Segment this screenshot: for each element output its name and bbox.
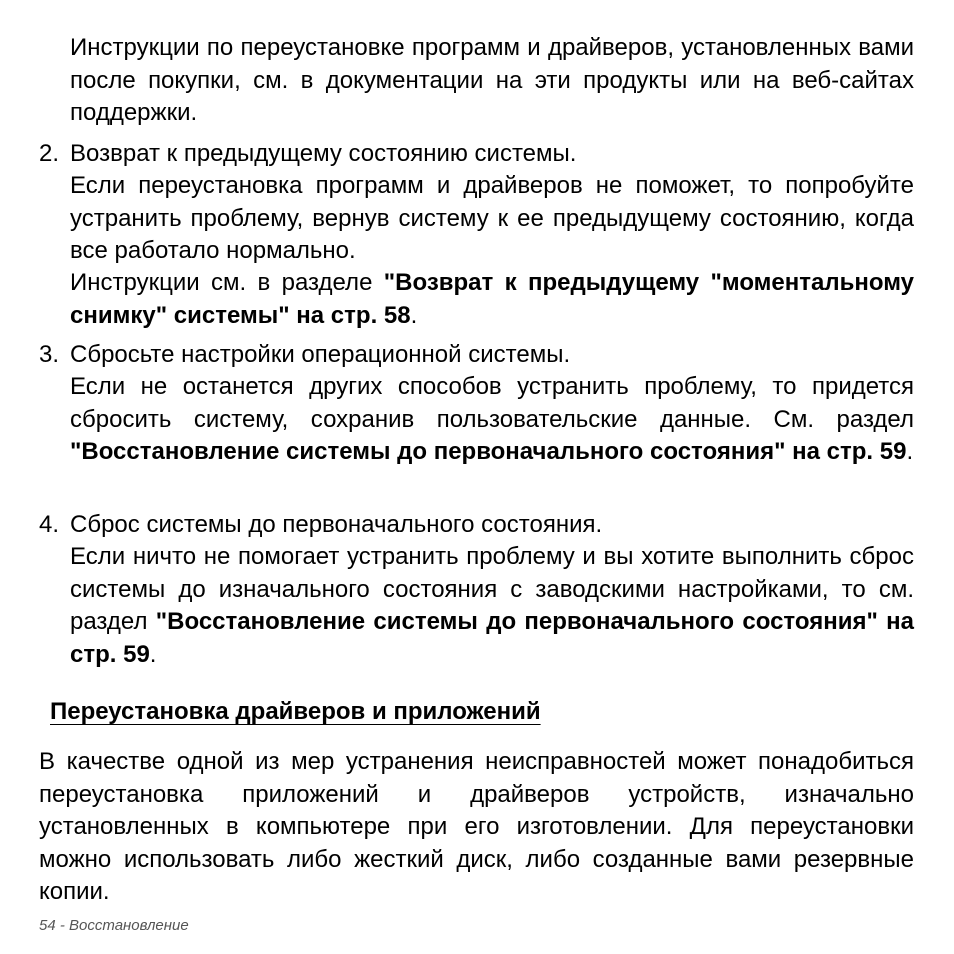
- list-item-number: 2.: [39, 140, 60, 167]
- list-item-title: Сброс системы до первоначального состояния.: [70, 511, 603, 538]
- list-item-reference: [70, 267, 914, 332]
- section-paragraph: В качестве одной из мер устранения неисправностей может понадобиться переустановка приложений и драйверов устройств, изначально установленных в компьютере при его изготовлении. Для переустановки можно использовать либо жесткий диск, либо созданные вами резервные копии.: [39, 748, 914, 905]
- list-item-number: 4.: [39, 511, 60, 538]
- intro-paragraph: Инструкции по переустановке программ и драйверов, установленных вами после покупки, см. в документации на эти продукты или на веб-сайтах поддержки.: [70, 34, 914, 126]
- section-heading: Переустановка драйверов и приложений: [50, 698, 541, 725]
- reference-suffix: .: [410, 301, 418, 329]
- list-item-body: Если переустановка программ и драйверов не поможет, то попробуйте устранить проблему, вернув систему к ее предыдущему состоянию, когда все работало нормально.: [70, 172, 914, 264]
- reference-suffix: .: [149, 640, 157, 668]
- body-prefix: Если ничто не помогает устранить проблему и вы хотите выполнить сброс системы до изначального состояния с заводскими настройками, то см. раздел: [70, 543, 914, 635]
- list-item-body: [70, 371, 914, 469]
- page-footer: 54 - Восстановление: [39, 917, 189, 934]
- body-prefix: Если не останется других способов устранить проблему, то придется сбросить систему, сохранив пользовательские данные. См. раздел: [70, 373, 914, 433]
- reference-prefix: Инструкции см. в разделе: [70, 269, 384, 296]
- list-item-title: Возврат к предыдущему состоянию системы.: [70, 140, 577, 167]
- reference-suffix: .: [906, 438, 914, 465]
- list-item-number: 3.: [39, 341, 60, 368]
- list-item-body: [70, 541, 914, 671]
- reference-link: "Возврат к предыдущему "моментальному снимку" системы" на стр. 58: [70, 269, 914, 329]
- list-item-title: Сбросьте настройки операционной системы.: [70, 341, 571, 368]
- reference-link: "Восстановление системы до первоначального состояния" на стр. 59: [70, 608, 914, 668]
- reference-link: "Восстановление системы до первоначального состояния" на стр. 59: [70, 438, 907, 465]
